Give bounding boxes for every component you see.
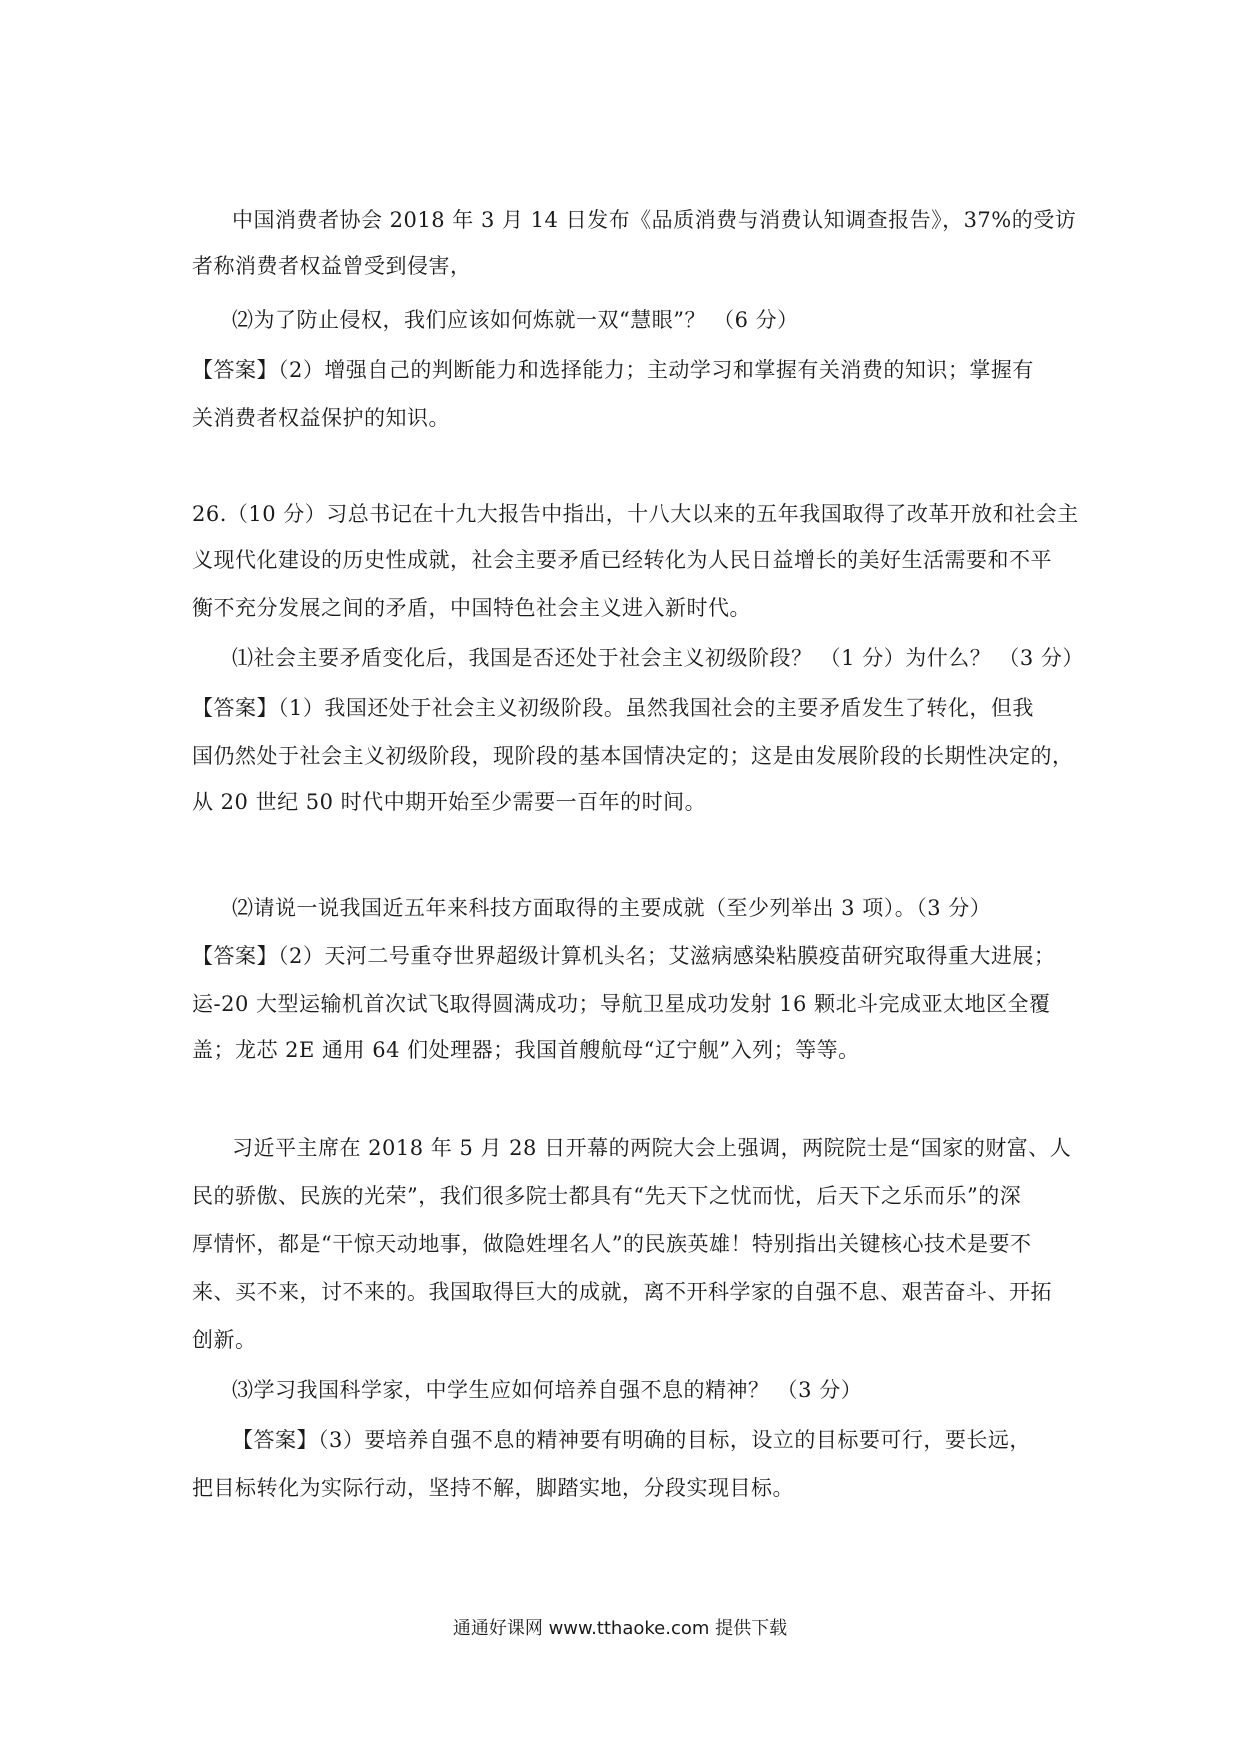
question-26-intro: 26.（10 分）习总书记在十九大报告中指出，十八大以来的五年我国取得了改革开放和社会主 [192, 502, 1079, 526]
paragraph-line: 中国消费者协会 2018 年 3 月 14 日发布《品质消费与消费认知调查报告》，37%的受访 [232, 208, 1077, 232]
answer-line: 【答案】（1）我国还处于社会主义初级阶段。虽然我国社会的主要矛盾发生了转化，但我 [192, 696, 1034, 720]
answer-line: 运-20 大型运输机首次试飞取得圆满成功；导航卫星成功发射 16 颗北斗完成亚太地区全覆 [192, 992, 1051, 1016]
paragraph-line: 衡不充分发展之间的矛盾，中国特色社会主义进入新时代。 [192, 596, 751, 620]
answer-line: 【答案】（3）要培养自强不息的精神要有明确的目标，设立的目标要可行，要长远， [232, 1428, 1031, 1452]
paragraph-line: 厚情怀，都是“干惊天动地事，做隐姓埋名人”的民族英雄！特别指出关键核心技术是要不 [192, 1232, 1032, 1256]
paragraph-line: 习近平主席在 2018 年 5 月 28 日开幕的两院大会上强调，两院院士是“国家的财富、人 [232, 1136, 1072, 1160]
paragraph-line: 创新。 [192, 1328, 257, 1352]
question-26-2: ⑵请说一说我国近五年来科技方面取得的主要成就（至少列举出 3 项）。（3 分） [232, 896, 992, 920]
question-2: ⑵为了防止侵权，我们应该如何炼就一双“慧眼”？ （6 分） [232, 308, 799, 332]
answer-line: 【答案】（2）增强自己的判断能力和选择能力；主动学习和掌握有关消费的知识；掌握有 [192, 358, 1034, 382]
page-footer: 通通好课网 www.tthaoke.com 提供下载 [452, 1618, 788, 1639]
paragraph-line: 来、买不来，讨不来的。我国取得巨大的成就，离不开科学家的自强不息、艰苦奋斗、开拓 [192, 1280, 1052, 1304]
answer-line: 把目标转化为实际行动，坚持不解，脚踏实地，分段实现目标。 [192, 1476, 794, 1500]
question-26-1: ⑴社会主要矛盾变化后，我国是否还处于社会主义初级阶段？ （1 分）为什么？ （3 分） [232, 646, 1084, 670]
paragraph-line: 者称消费者权益曾受到侵害， [192, 254, 472, 278]
answer-line: 国仍然处于社会主义初级阶段，现阶段的基本国情决定的；这是由发展阶段的长期性决定的， [192, 744, 1074, 768]
answer-line: 【答案】（2）天河二号重夺世界超级计算机头名；艾滋病感染粘膜疫苗研究取得重大进展； [192, 944, 1056, 968]
question-26-3: ⑶学习我国科学家，中学生应如何培养自强不息的精神？ （3 分） [232, 1378, 863, 1402]
paragraph-line: 民的骄傲、民族的光荣”，我们很多院士都具有“先天下之忧而忧，后天下之乐而乐”的深 [192, 1184, 1022, 1208]
answer-line: 从 20 世纪 50 时代中期开始至少需要一百年的时间。 [192, 790, 707, 814]
answer-line: 盖；龙芯 2E 通用 64 们处理器；我国首艘航母“辽宁舰”入列；等等。 [192, 1038, 860, 1062]
answer-line: 关消费者权益保护的知识。 [192, 406, 450, 430]
paragraph-line: 义现代化建设的历史性成就，社会主要矛盾已经转化为人民日益增长的美好生活需要和不平 [192, 548, 1052, 572]
